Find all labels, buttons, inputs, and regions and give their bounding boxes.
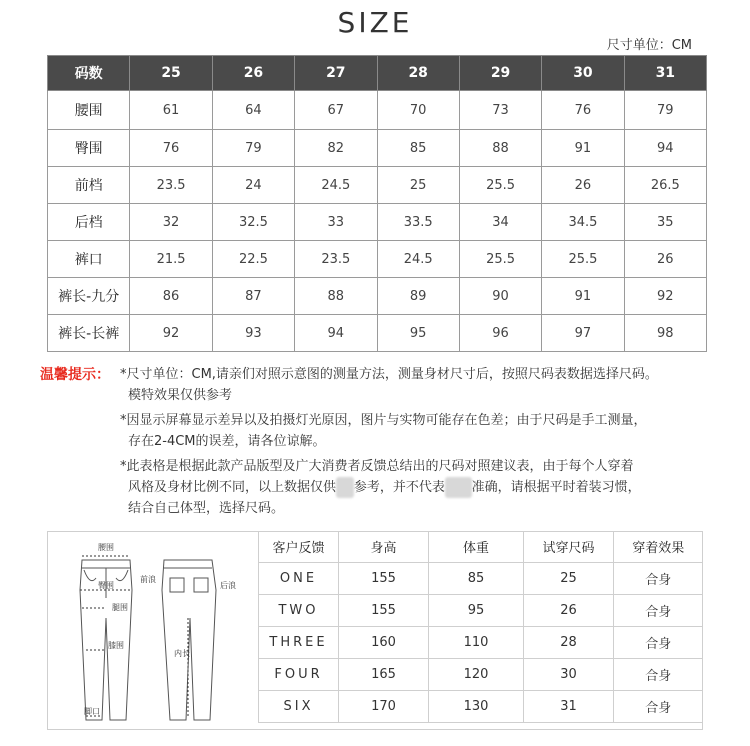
row-label: 前档 (48, 167, 130, 204)
table-cell: 82 (295, 130, 377, 167)
feedback-row (259, 659, 703, 691)
header-cell: 体重 (429, 531, 524, 563)
height-cell: 155 (339, 563, 429, 595)
feedback-header (259, 531, 703, 563)
table-cell: 89 (377, 278, 459, 315)
table-cell: 96 (459, 315, 541, 352)
header-cell: 客户反馈 (259, 531, 339, 563)
diagram-label-hem: 脚口 (84, 707, 100, 716)
feedback-row (259, 627, 703, 659)
feedback-row (259, 691, 703, 723)
table-cell: 88 (295, 278, 377, 315)
tip-1-line-2: 模特效果仅供参考 (128, 388, 233, 403)
weight-cell: 120 (429, 659, 524, 691)
customer-name: TWO (259, 595, 339, 627)
table-cell: 33 (295, 204, 377, 241)
front-pocket (84, 570, 96, 581)
table-row (48, 315, 707, 352)
customer-name: SIX (259, 691, 339, 723)
table-cell: 94 (295, 315, 377, 352)
tip-1 (120, 364, 658, 406)
table-cell: 26 (542, 167, 624, 204)
table-cell: 88 (459, 130, 541, 167)
table-cell: 97 (542, 315, 624, 352)
table-row (48, 91, 707, 130)
height-cell: 155 (339, 595, 429, 627)
diagram-label-back-rise: 后浪 (220, 581, 236, 590)
size-cell: 25 (524, 563, 614, 595)
table-cell: 23.5 (130, 167, 212, 204)
tip-2 (120, 410, 647, 452)
table-cell: 24.5 (377, 241, 459, 278)
tip-2-line-1: *因显示屏幕显示差异以及拍摄灯光原因，图片与实物可能存在色差；由于尺码是手工测量， (120, 413, 647, 428)
feedback-table (258, 531, 703, 723)
feedback-row (259, 595, 703, 627)
tip-3 (120, 456, 641, 519)
front-pocket (116, 570, 128, 581)
tip-3-line-2c: 准确，请根据平时着装习惯， (471, 480, 641, 495)
table-cell: 86 (130, 278, 212, 315)
effect-cell: 合身 (614, 691, 703, 723)
table-cell: 79 (624, 91, 706, 130)
table-cell: 22.5 (212, 241, 294, 278)
page-title: SIZE (337, 6, 413, 39)
tips-label: 温馨提示： (40, 367, 110, 383)
table-cell: 61 (130, 91, 212, 130)
table-cell: 26 (624, 241, 706, 278)
diagram-label-inseam: 内长 (174, 649, 190, 658)
table-cell: 26.5 (624, 167, 706, 204)
diagram-label-waist: 腰围 (98, 543, 114, 552)
effect-cell: 合身 (614, 659, 703, 691)
table-cell: 24.5 (295, 167, 377, 204)
header-cell: 30 (542, 56, 624, 91)
tip-3-line-1: *此表格是根据此款产品版型及广大消费者反馈总结出的尺码对照建议表，由于每个人穿着 (120, 459, 634, 474)
table-cell: 93 (212, 315, 294, 352)
table-cell: 87 (212, 278, 294, 315)
effect-cell: 合身 (614, 627, 703, 659)
back-pocket (194, 578, 208, 592)
row-label: 臀围 (48, 130, 130, 167)
header-cell: 31 (624, 56, 706, 91)
table-cell: 91 (542, 278, 624, 315)
table-cell: 73 (459, 91, 541, 130)
table-cell: 76 (542, 91, 624, 130)
table-cell: 25.5 (542, 241, 624, 278)
table-cell: 64 (212, 91, 294, 130)
table-cell: 25.5 (459, 167, 541, 204)
table-cell: 79 (212, 130, 294, 167)
row-label: 后档 (48, 204, 130, 241)
header-cell: 26 (212, 56, 294, 91)
row-label: 腰围 (48, 91, 130, 130)
size-table-header (48, 56, 707, 91)
diagram-label-hip: 臀围 (98, 581, 114, 590)
redacted-text (445, 477, 472, 498)
weight-cell: 95 (429, 595, 524, 627)
table-row (48, 204, 707, 241)
table-cell: 34.5 (542, 204, 624, 241)
header-cell: 29 (459, 56, 541, 91)
tip-3-line-2b: 参考，并不代表 (353, 480, 445, 495)
table-cell: 67 (295, 91, 377, 130)
size-cell: 26 (524, 595, 614, 627)
row-label: 裤口 (48, 241, 130, 278)
header-cell: 27 (295, 56, 377, 91)
table-cell: 98 (624, 315, 706, 352)
customer-name: THREE (259, 627, 339, 659)
effect-cell: 合身 (614, 563, 703, 595)
table-row (48, 241, 707, 278)
height-cell: 165 (339, 659, 429, 691)
size-cell: 28 (524, 627, 614, 659)
table-cell: 92 (624, 278, 706, 315)
table-cell: 25.5 (459, 241, 541, 278)
height-cell: 170 (339, 691, 429, 723)
header-cell: 28 (377, 56, 459, 91)
header-cell: 穿着效果 (614, 531, 703, 563)
table-cell: 32.5 (212, 204, 294, 241)
header-cell: 身高 (339, 531, 429, 563)
height-cell: 160 (339, 627, 429, 659)
table-cell: 23.5 (295, 241, 377, 278)
tip-3-line-3: 结合自己体型，选择尺码。 (128, 501, 285, 516)
table-cell: 25 (377, 167, 459, 204)
row-label: 裤长-长裤 (48, 315, 130, 352)
table-cell: 90 (459, 278, 541, 315)
table-row (48, 278, 707, 315)
table-cell: 24 (212, 167, 294, 204)
weight-cell: 130 (429, 691, 524, 723)
table-cell: 32 (130, 204, 212, 241)
table-cell: 95 (377, 315, 459, 352)
customer-name: ONE (259, 563, 339, 595)
tip-3-line-2 (120, 477, 641, 498)
row-label: 裤长-九分 (48, 278, 130, 315)
header-cell: 码数 (48, 56, 130, 91)
pants-measurement-diagram (60, 538, 250, 728)
tip-3-line-2a: 风格及身材比例不同，以上数据仅供 (128, 480, 337, 495)
customer-name: FOUR (259, 659, 339, 691)
unit-note: 尺寸单位：CM (606, 38, 692, 53)
tip-1-line-1: *尺寸单位：CM,请亲们对照示意图的测量方法，测量身材尺寸后，按照尺码表数据选择尺码。 (120, 367, 658, 382)
weight-cell: 85 (429, 563, 524, 595)
table-cell: 91 (542, 130, 624, 167)
back-pocket (170, 578, 184, 592)
table-cell: 85 (377, 130, 459, 167)
table-cell: 33.5 (377, 204, 459, 241)
diagram-label-thigh: 腿围 (112, 603, 128, 612)
header-cell: 25 (130, 56, 212, 91)
table-cell: 34 (459, 204, 541, 241)
effect-cell: 合身 (614, 595, 703, 627)
weight-cell: 110 (429, 627, 524, 659)
feedback-row (259, 563, 703, 595)
table-row (48, 167, 707, 204)
redacted-text (336, 477, 354, 498)
header-cell: 试穿尺码 (524, 531, 614, 563)
size-table (47, 55, 707, 352)
tip-2-line-2: 存在2-4CM的误差，请各位谅解。 (128, 434, 326, 449)
table-cell: 92 (130, 315, 212, 352)
table-cell: 70 (377, 91, 459, 130)
size-cell: 31 (524, 691, 614, 723)
table-row (48, 130, 707, 167)
table-cell: 21.5 (130, 241, 212, 278)
diagram-label-front-rise: 前浪 (140, 575, 156, 584)
table-cell: 94 (624, 130, 706, 167)
table-cell: 76 (130, 130, 212, 167)
diagram-label-knee: 膝围 (108, 641, 124, 650)
size-cell: 30 (524, 659, 614, 691)
table-cell: 35 (624, 204, 706, 241)
